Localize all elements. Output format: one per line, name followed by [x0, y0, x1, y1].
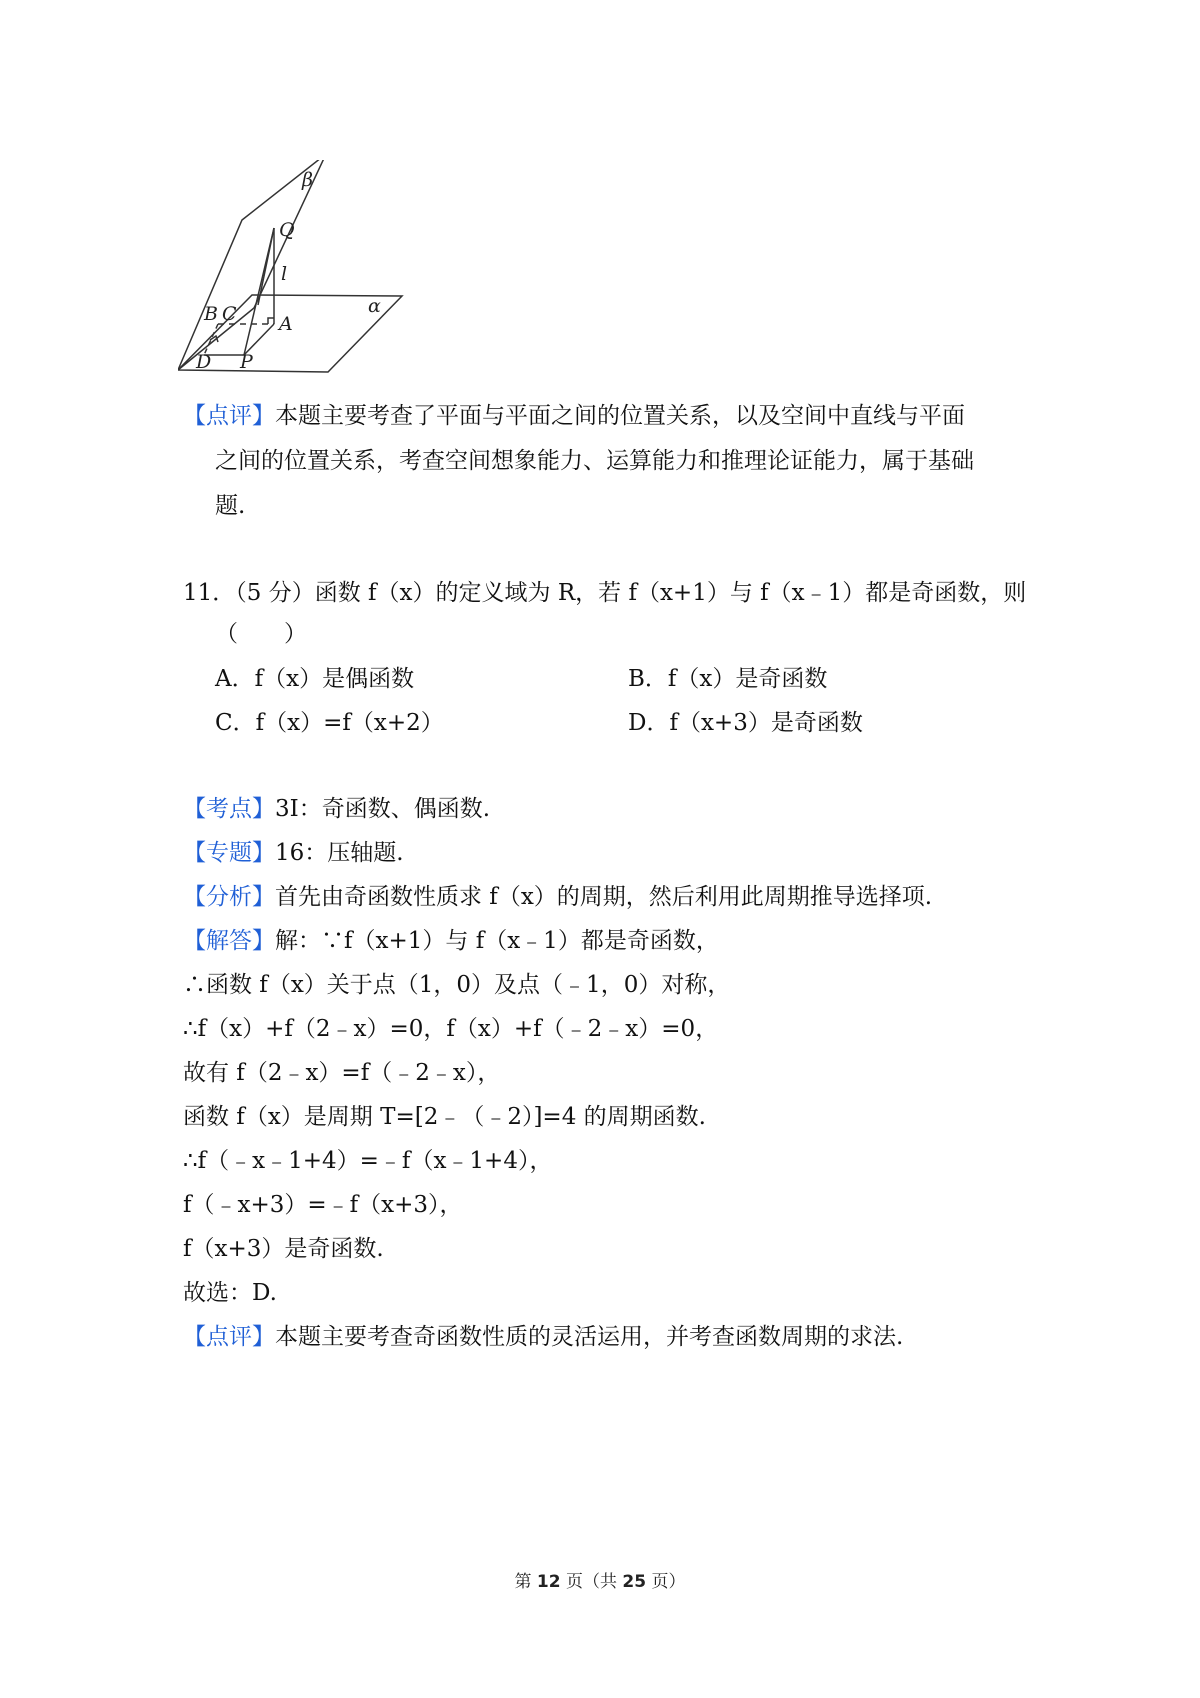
review-tag: 【点评】	[183, 1324, 275, 1350]
plane-beta	[178, 160, 326, 370]
label-l: l	[281, 263, 288, 285]
option-b: B．f（x）是奇函数	[628, 666, 828, 692]
page-total: 25	[622, 1572, 647, 1592]
option-d: D．f（x+3）是奇函数	[628, 710, 863, 736]
option-c: C．f（x）=f（x+2）	[215, 710, 444, 736]
solution-step: f（x+3）是奇函数.	[183, 1236, 384, 1262]
fenxi-text: 首先由奇函数性质求 f（x）的周期，然后利用此周期推导选择项.	[275, 884, 933, 910]
footer-middle: 页（共	[560, 1572, 623, 1592]
zhuanti-text: 16：压轴题.	[275, 840, 404, 866]
label-b: B	[204, 303, 218, 325]
footer-suffix: 页）	[646, 1572, 686, 1592]
review-line-1	[183, 401, 965, 431]
jieda-line	[183, 926, 719, 956]
label-p: P	[240, 351, 253, 373]
review-tag: 【点评】	[183, 403, 275, 429]
label-alpha: α	[368, 295, 381, 317]
page-number: 12	[536, 1572, 561, 1592]
footer-prefix: 第	[514, 1572, 537, 1592]
jieda-tag: 【解答】	[183, 928, 275, 954]
fenxi-tag: 【分析】	[183, 884, 275, 910]
solution-step: ∴f（﹣x﹣1+4）=﹣f（x﹣1+4），	[183, 1148, 553, 1174]
page-footer	[0, 1567, 1200, 1592]
solution-step: f（﹣x+3）=﹣f（x+3），	[183, 1192, 463, 1218]
solution-step: 函数 f（x）是周期 T=[2﹣（﹣2）]=4 的周期函数.	[183, 1104, 706, 1130]
kaodian-tag: 【考点】	[183, 796, 275, 822]
jieda-text: 解：∵f（x+1）与 f（x﹣1）都是奇函数，	[275, 928, 719, 954]
solution-step: ∴f（x）+f（2﹣x）=0，f（x）+f（﹣2﹣x）=0，	[183, 1016, 719, 1042]
zhuanti-tag: 【专题】	[183, 840, 275, 866]
geometry-figure	[178, 160, 468, 418]
kaodian-line	[183, 794, 490, 824]
label-d: D	[196, 351, 212, 373]
kaodian-text: 3I：奇函数、偶函数.	[275, 796, 491, 822]
question-stem: 11．（5 分）函数 f（x）的定义域为 R，若 f（x+1）与 f（x﹣1）都是奇函数，则	[183, 580, 1027, 606]
question-blank: （ ）	[215, 621, 307, 647]
review-text-1: 本题主要考查了平面与平面之间的位置关系，以及空间中直线与平面	[275, 403, 965, 429]
label-q: Q	[279, 219, 295, 241]
option-a: A．f（x）是偶函数	[215, 666, 415, 692]
solution-step: ∴函数 f（x）关于点（1，0）及点（﹣1，0）对称，	[183, 972, 731, 998]
zhuanti-line	[183, 838, 404, 868]
review-line-2: 之间的位置关系，考查空间想象能力、运算能力和推理论证能力，属于基础	[215, 448, 974, 474]
review-line	[183, 1322, 903, 1352]
label-beta: β	[302, 169, 313, 191]
review-line-3: 题.	[215, 493, 246, 519]
label-a: A	[279, 313, 293, 335]
fenxi-line	[183, 882, 932, 912]
review-text: 本题主要考查奇函数性质的灵活运用，并考查函数周期的求法.	[275, 1324, 904, 1350]
label-c: C	[222, 303, 237, 325]
solution-step: 故选：D.	[183, 1280, 277, 1306]
solution-step: 故有 f（2﹣x）=f（﹣2﹣x），	[183, 1060, 501, 1086]
